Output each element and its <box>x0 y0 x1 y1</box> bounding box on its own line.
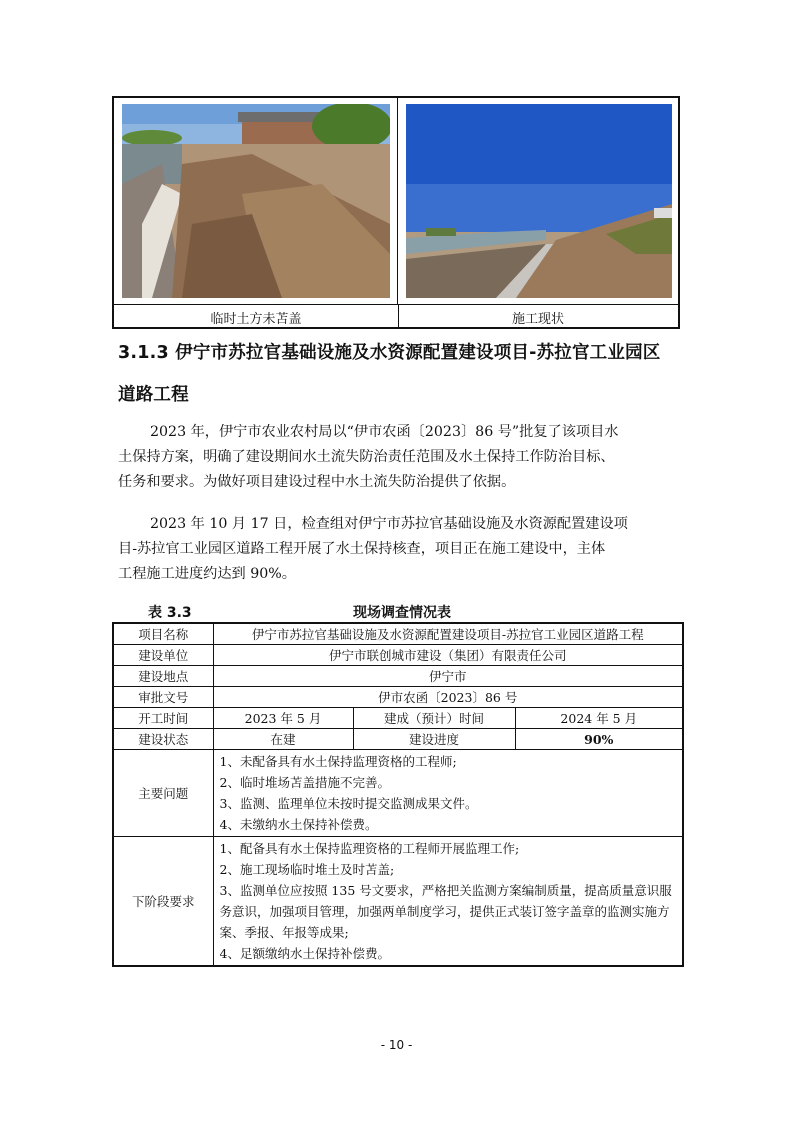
paragraph-inspection <box>118 512 678 587</box>
location-value: 伊宁市 <box>213 666 683 687</box>
paragraph-line: 目-苏拉官工业园区道路工程开展了水土保持核查，项目正在施工建设中，主体 <box>118 541 606 557</box>
issues-label: 主要问题 <box>113 750 213 837</box>
paragraph-approval <box>118 420 678 495</box>
paragraph-line: 工程施工进度约达到 90%。 <box>118 566 296 582</box>
progress-label: 建设进度 <box>353 729 515 750</box>
table-row <box>113 666 683 687</box>
list-item: 4、足额缴纳水土保持补偿费。 <box>219 946 390 961</box>
survey-table <box>112 622 684 967</box>
approval-value: 伊市农函〔2023〕86 号 <box>213 687 683 708</box>
location-label: 建设地点 <box>113 666 213 687</box>
list-item: 1、配备具有水土保持监理资格的工程师开展监理工作; <box>219 841 520 856</box>
list-item: 2、临时堆场苫盖措施不完善。 <box>219 775 390 790</box>
table-title: 现场调查情况表 <box>353 605 451 621</box>
section-heading-line2: 道路工程 <box>118 385 189 405</box>
finish-label: 建成（预计）时间 <box>353 708 515 729</box>
table-number: 表 3.3 <box>148 605 192 621</box>
table-row <box>113 729 683 750</box>
approval-label: 审批文号 <box>113 687 213 708</box>
list-item: 3、监测、监理单位未按时提交监测成果文件。 <box>219 796 478 811</box>
project-name-label: 项目名称 <box>113 623 213 645</box>
builder-value: 伊宁市联创城市建设（集团）有限责任公司 <box>213 645 683 666</box>
list-item: 3、监测单位应按照 135 号文要求，严格把关监测方案编制质量，提高质量意识服务意识，加强项目管理，加强两单制度学习，提供正式装订签字盖章的监测实施方案、季报、年报等成果; <box>219 883 672 940</box>
table-row <box>113 837 683 967</box>
builder-label: 建设单位 <box>113 645 213 666</box>
status-value: 在建 <box>213 729 353 750</box>
photo-cell-left <box>114 98 398 304</box>
list-item: 1、未配备具有水土保持监理资格的工程师; <box>219 754 457 769</box>
paragraph-line: 土保持方案，明确了建设期间水土流失防治责任范围及水土保持工作防治目标、 <box>118 449 615 465</box>
paragraph-line: 任务和要求。为做好项目建设过程中水土流失防治提供了依据。 <box>118 474 516 490</box>
photo-table <box>112 96 680 329</box>
photo-caption-right: 施工现状 <box>511 312 564 327</box>
project-name-value: 伊宁市苏拉官基础设施及水资源配置建设项目-苏拉官工业园区道路工程 <box>213 623 683 645</box>
paragraph-line: 2023 年 10 月 17 日，检查组对伊宁市苏拉官基础设施及水资源配置建设项 <box>150 516 628 532</box>
list-item: 2、施工现场临时堆土及时苫盖; <box>219 862 395 877</box>
start-value: 2023 年 5 月 <box>213 708 353 729</box>
finish-value: 2024 年 5 月 <box>515 708 683 729</box>
issues-list <box>213 750 683 837</box>
list-item: 4、未缴纳水土保持补偿费。 <box>219 817 378 832</box>
next-label: 下阶段要求 <box>113 837 213 967</box>
table-row <box>113 708 683 729</box>
section-heading-line1: 3.1.3 伊宁市苏拉官基础设施及水资源配置建设项目-苏拉官工业园区 <box>118 343 661 363</box>
photo-caption-row <box>114 304 678 328</box>
table-row <box>113 750 683 837</box>
table-row <box>113 623 683 645</box>
paragraph-line: 2023 年，伊宁市农业农村局以“伊市农函〔2023〕86 号”批复了该项目水 <box>150 424 619 440</box>
photo-construction-status <box>406 104 672 298</box>
photo-caption-left: 临时土方未苫盖 <box>210 312 302 327</box>
start-label: 开工时间 <box>113 708 213 729</box>
page-number: - 10 - <box>380 1038 413 1052</box>
table-row <box>113 687 683 708</box>
photo-cell-right <box>398 98 680 304</box>
table-row <box>113 645 683 666</box>
progress-value: 90% <box>515 729 683 750</box>
photo-uncovered-earth <box>122 104 390 298</box>
status-label: 建设状态 <box>113 729 213 750</box>
next-list <box>213 837 683 967</box>
